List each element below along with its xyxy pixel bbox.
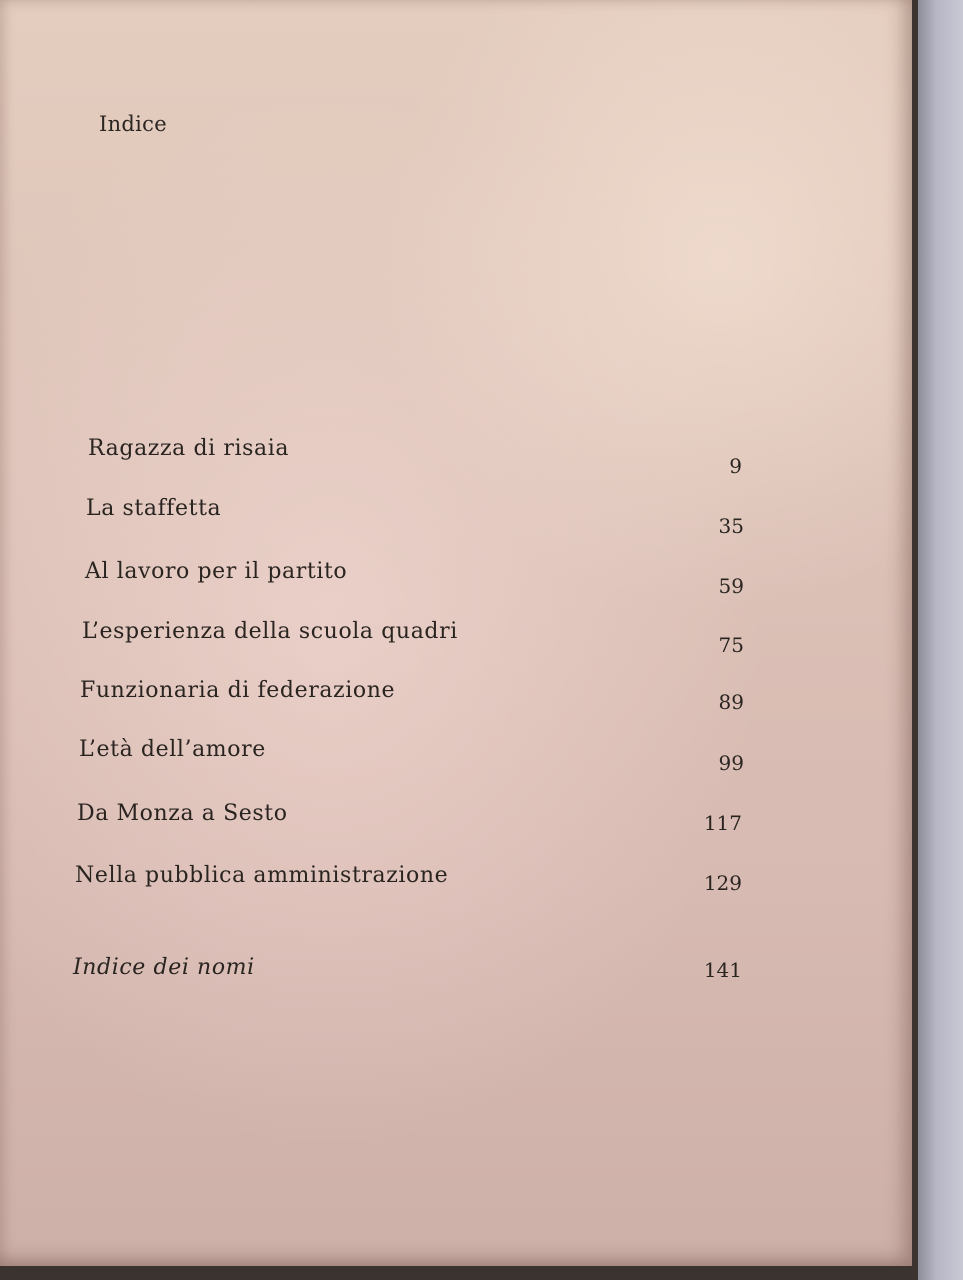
toc-entry-title: Funzionaria di federazione	[80, 678, 396, 703]
page-title: Indice	[99, 112, 167, 136]
toc-entry-page: 59	[718, 574, 744, 598]
toc-entry-page: 141	[703, 958, 742, 982]
toc-entry	[0, 863, 912, 903]
toc-entry-title: L’esperienza della scuola quadri	[82, 619, 458, 644]
toc-entry	[0, 737, 912, 777]
toc-entry-title: Indice dei nomi	[73, 955, 255, 980]
toc-entry	[0, 678, 912, 718]
toc-entry-title: La staffetta	[86, 496, 222, 521]
toc-entry-title: Ragazza di risaia	[88, 436, 290, 461]
toc-entry-page: 89	[718, 690, 744, 714]
toc-entry	[0, 801, 912, 841]
toc-entry-page: 35	[718, 514, 744, 538]
toc-entry-page: 9	[729, 454, 742, 478]
toc-entry-title: Nella pubblica amministrazione	[75, 863, 449, 888]
toc-entry-title: Da Monza a Sesto	[77, 801, 288, 826]
toc-entry-page: 117	[703, 811, 742, 835]
toc-entry-page: 129	[703, 871, 742, 895]
toc-entry-page: 99	[718, 751, 744, 775]
toc-entry	[0, 619, 912, 659]
toc-entry-index-of-names	[0, 955, 912, 995]
toc-entry	[0, 559, 912, 599]
toc-entry-page: 75	[718, 633, 744, 657]
background-surface	[918, 0, 963, 1280]
toc-entry	[0, 496, 912, 536]
toc-entry	[0, 436, 912, 476]
toc-entry-title: L’età dell’amore	[79, 737, 266, 762]
toc-entry-title: Al lavoro per il partito	[85, 559, 348, 584]
